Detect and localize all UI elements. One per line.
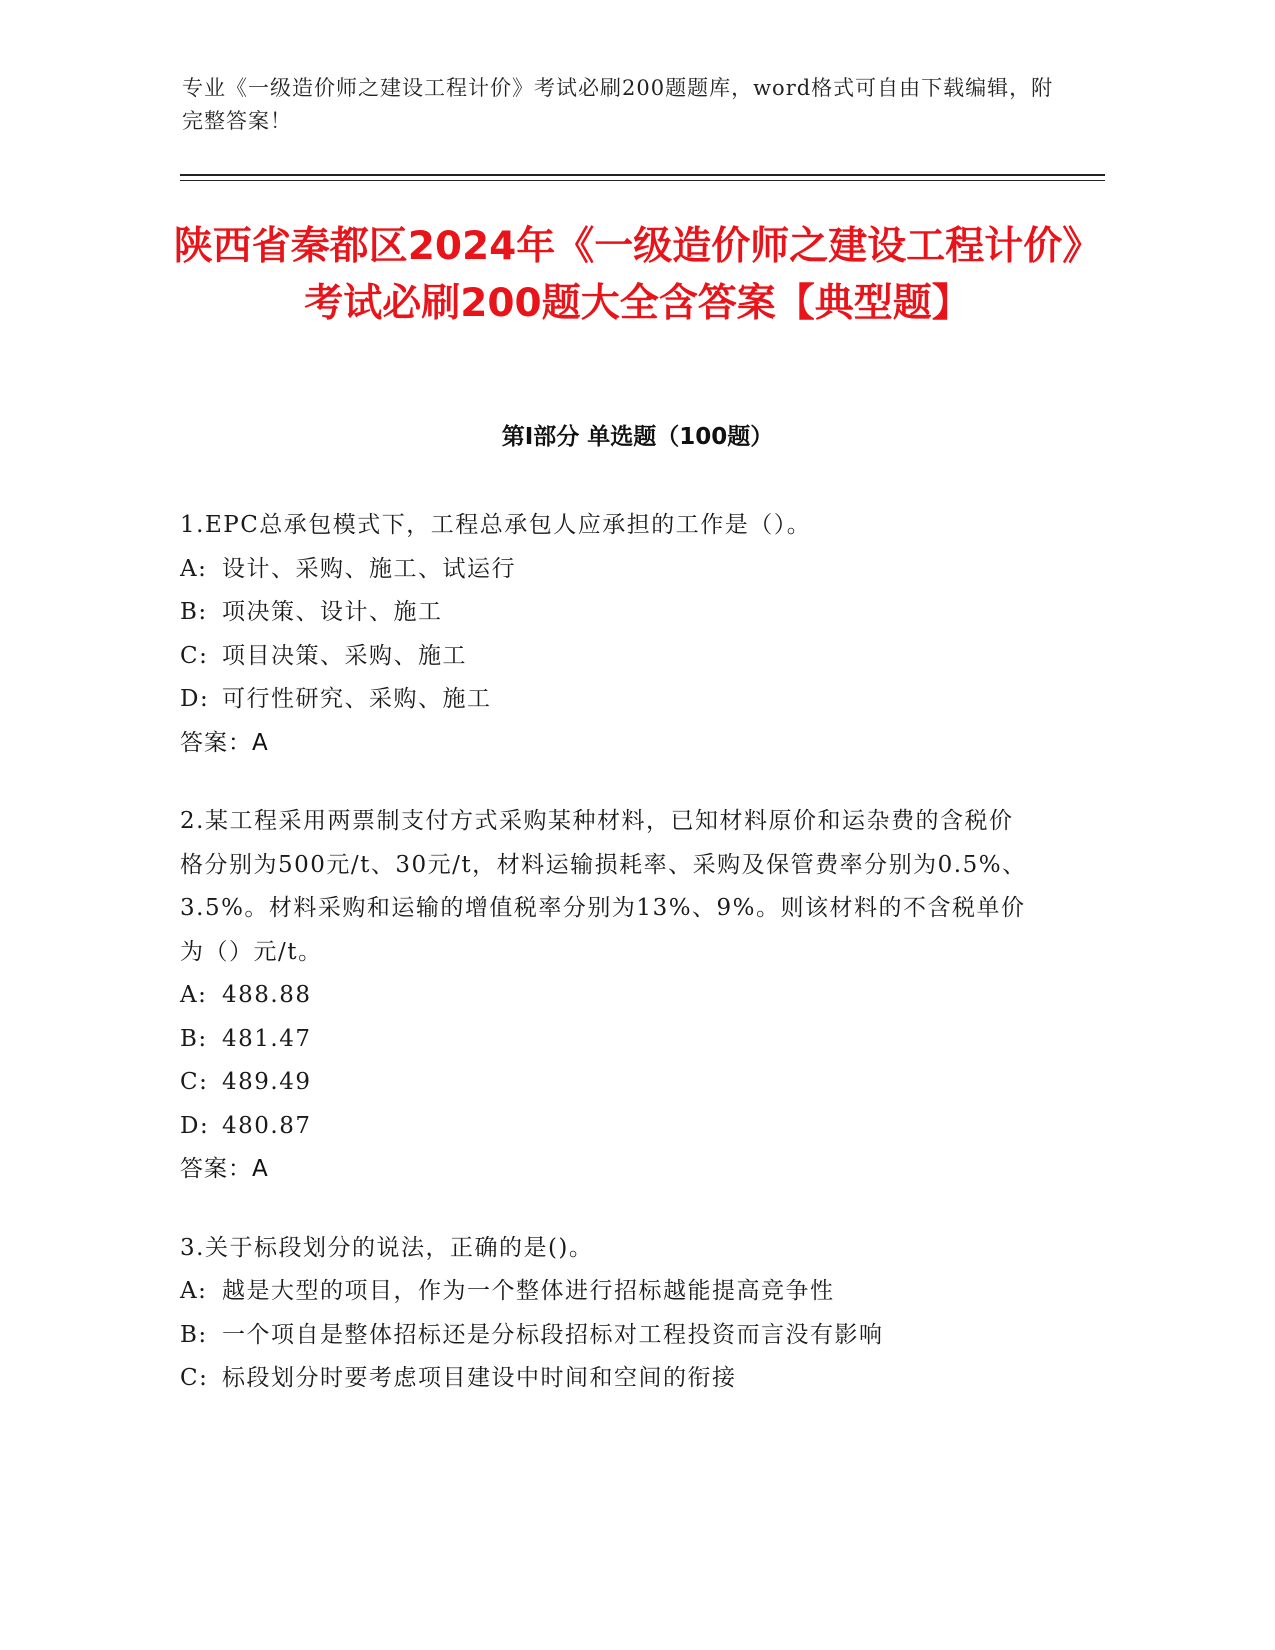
question-list (180, 504, 1030, 1436)
option-text: 越是大型的项目，作为一个整体进行招标越能提高竞争性 (222, 1278, 835, 1304)
option-text: 可行性研究、采购、施工 (222, 686, 492, 712)
question-1 (180, 504, 1030, 765)
option-d (180, 1105, 1030, 1149)
option-letter: A: (180, 555, 208, 582)
option-b (180, 1314, 1030, 1358)
option-text: 项目决策、采购、施工 (222, 642, 467, 669)
option-letter: B: (180, 599, 208, 625)
option-letter: D: (180, 1112, 210, 1139)
header-note: 专业《一级造价师之建设工程计价》考试必刷200题题库，word格式可自由下载编辑，附完整答案！ (182, 76, 1054, 133)
option-text: 标段划分时要考虑项目建设中时间和空间的衔接 (222, 1365, 737, 1391)
option-b (180, 591, 1030, 635)
document-title: 陕西省秦都区2024年《一级造价师之建设工程计价》考试必刷200题大全含答案【典型题】 (173, 224, 1102, 326)
option-letter: C: (180, 1365, 209, 1391)
option-text: 项决策、设计、施工 (222, 599, 443, 625)
option-b (180, 1018, 1030, 1062)
question-3 (180, 1227, 1030, 1401)
section-heading: 第Ⅰ部分 单选题（100题） (501, 424, 774, 450)
question-stem: 1.EPC总承包模式下，工程总承包人应承担的工作是（）。 (180, 512, 812, 538)
option-d (180, 678, 1030, 722)
header-divider-thin (180, 180, 1105, 181)
option-text: 481.47 (222, 1025, 312, 1052)
option-a (180, 974, 1030, 1018)
option-a (180, 1270, 1030, 1314)
option-text: 480.87 (222, 1112, 312, 1139)
option-letter: D: (180, 686, 210, 712)
option-letter: B: (180, 1025, 208, 1052)
question-stem: 2.某工程采用两票制支付方式采购某种材料，已知材料原价和运杂费的含税价格分别为500元/t、30元/t，材料运输损耗率、采购及保管费率分别为0.5%、3.5%。材料采购和运输的增值税率分别为13%、9%。则该材料的不含税单价为（）元/t。 (180, 808, 1027, 965)
option-text: 488.88 (222, 982, 312, 1008)
option-a (180, 548, 1030, 592)
answer-line: 答案：A (180, 1156, 269, 1182)
option-letter: A: (180, 982, 208, 1008)
option-text: 489.49 (222, 1069, 312, 1095)
question-stem: 3.关于标段划分的说法，正确的是()。 (180, 1234, 594, 1261)
question-2 (180, 800, 1030, 1192)
option-text: 一个项自是整体招标还是分标段招标对工程投资而言没有影响 (222, 1321, 884, 1348)
option-letter: C: (180, 1069, 209, 1095)
option-letter: C: (180, 642, 209, 669)
option-c (180, 1061, 1030, 1105)
option-letter: B: (180, 1321, 208, 1348)
header-divider-thick (180, 174, 1105, 176)
option-letter: A: (180, 1278, 208, 1304)
option-text: 设计、采购、施工、试运行 (222, 555, 516, 582)
option-c (180, 1357, 1030, 1401)
option-c (180, 635, 1030, 679)
answer-line: 答案：A (180, 729, 269, 756)
